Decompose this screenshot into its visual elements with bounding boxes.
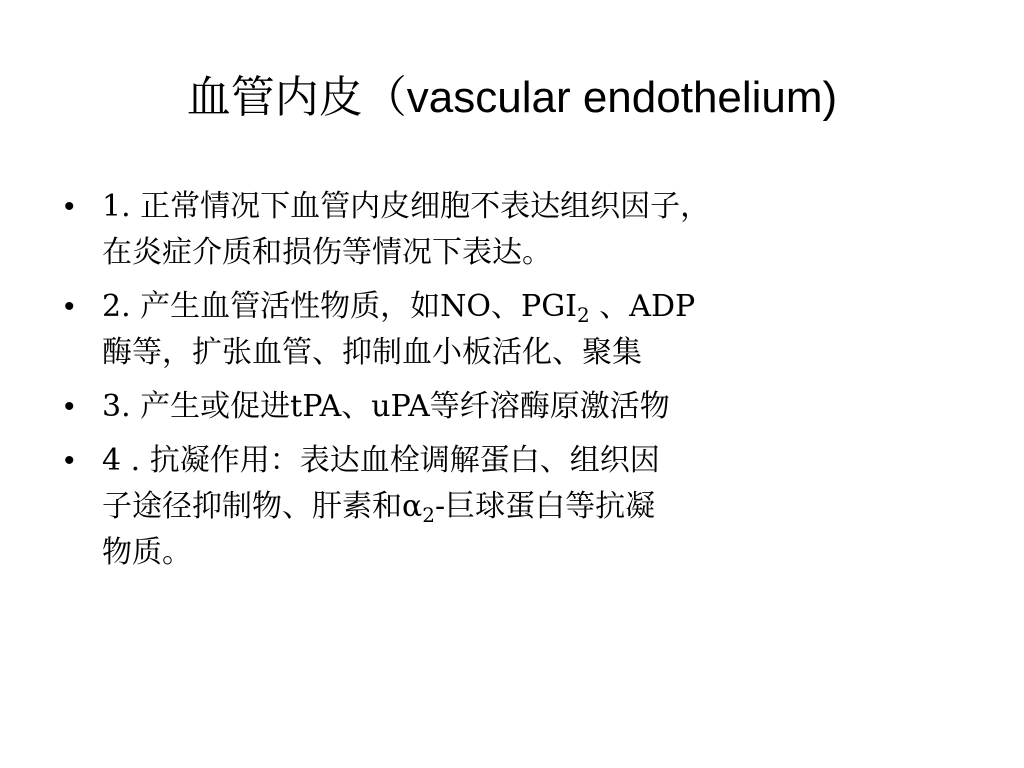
item-1-line-1: 1. 正常情况下血管内皮细胞不表达组织因子， bbox=[102, 189, 711, 224]
item-1-line-2: 在炎症介质和损伤等情况下表达。 bbox=[102, 235, 552, 270]
bullet-dot-icon: • bbox=[64, 290, 75, 323]
item-4-line-3: 物质。 bbox=[102, 535, 192, 570]
item-4-text-pre: 子途径抑制物、肝素和α bbox=[102, 489, 423, 524]
item-2-subscript: 2 bbox=[577, 303, 590, 327]
item-2-text-pre: 2. 产生血管活性物质，如NO、PGI bbox=[102, 289, 578, 324]
item-3-line-1: 3. 产生或促进tPA、uPA等纤溶酶原激活物 bbox=[102, 389, 670, 424]
item-4-line-1: 4 . 抗凝作用：表达血栓调解蛋白、组织因 bbox=[102, 443, 660, 478]
item-2-line-1 bbox=[102, 284, 1012, 330]
bullet-list bbox=[62, 184, 1012, 584]
bullet-dot-icon: • bbox=[64, 190, 75, 223]
list-item bbox=[62, 438, 1012, 576]
item-4-line-2 bbox=[102, 484, 1012, 530]
list-item bbox=[62, 284, 1012, 376]
item-4-subscript: 2 bbox=[422, 503, 435, 527]
item-2-text-post: 、ADP bbox=[589, 289, 696, 324]
title-latin-text: vascular endothelium) bbox=[406, 73, 838, 122]
item-4-text-post: -巨球蛋白等抗凝 bbox=[435, 489, 656, 524]
bullet-dot-icon: • bbox=[64, 390, 75, 423]
list-item bbox=[62, 184, 1012, 276]
list-item bbox=[62, 384, 1012, 430]
title-cjk-text: 血管内皮（ bbox=[186, 72, 407, 123]
bullet-dot-icon: • bbox=[64, 444, 75, 477]
slide-title bbox=[0, 68, 1024, 128]
item-2-line-2: 酶等，扩张血管、抑制血小板活化、聚集 bbox=[102, 335, 642, 370]
